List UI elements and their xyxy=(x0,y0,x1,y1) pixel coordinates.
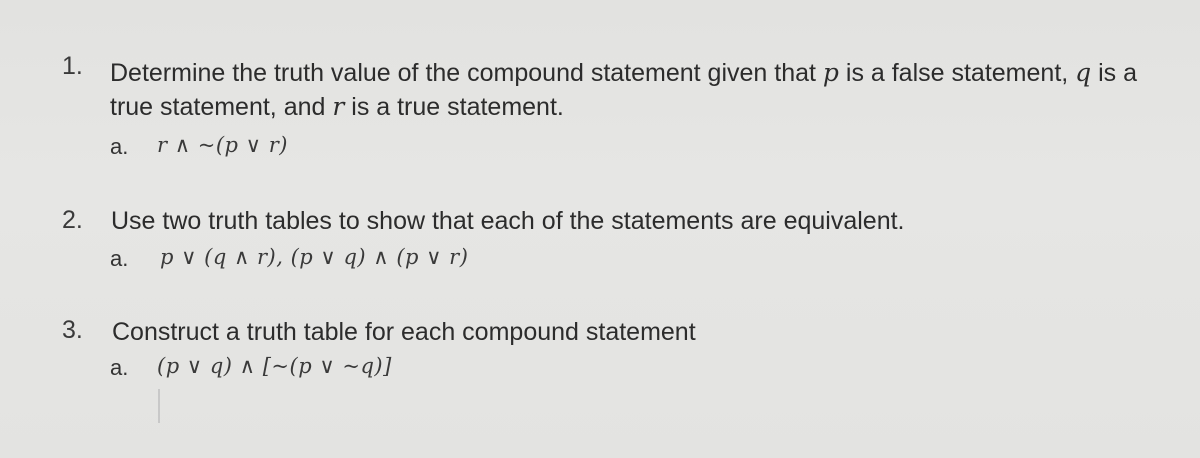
question-text: true statement, and xyxy=(110,93,333,121)
logic-expression: p ∨ (q ∧ r), (p ∨ q) ∧ (p ∨ r) xyxy=(160,245,469,269)
variable-r: r xyxy=(332,92,345,121)
logic-expression: (p ∨ q) ∧ [~(p ∨ ~q)] xyxy=(157,354,392,378)
question-number: 2. xyxy=(62,206,83,234)
question-number: 1. xyxy=(62,52,83,80)
text-cursor xyxy=(158,389,160,423)
logic-expression: r ∧ ~(p ∨ r) xyxy=(157,133,288,157)
question-text-line xyxy=(110,58,1137,88)
question-text: is a true statement. xyxy=(344,93,564,121)
variable-p: p xyxy=(822,58,839,87)
sub-item-letter: a. xyxy=(110,355,129,380)
question-text: is a xyxy=(1091,59,1138,87)
sub-item-letter: a. xyxy=(110,134,129,159)
question-text: Determine the truth value of the compound statement given that xyxy=(110,59,823,87)
question-text: Use two truth tables to show that each of the statements are equivalent. xyxy=(111,207,905,235)
variable-q: q xyxy=(1075,58,1092,87)
question-text: Construct a truth table for each compound statement xyxy=(112,318,696,346)
question-number: 3. xyxy=(62,316,83,344)
question-text-line xyxy=(110,92,564,122)
sub-item-letter: a. xyxy=(110,246,129,271)
question-text: is a false statement, xyxy=(838,59,1076,87)
